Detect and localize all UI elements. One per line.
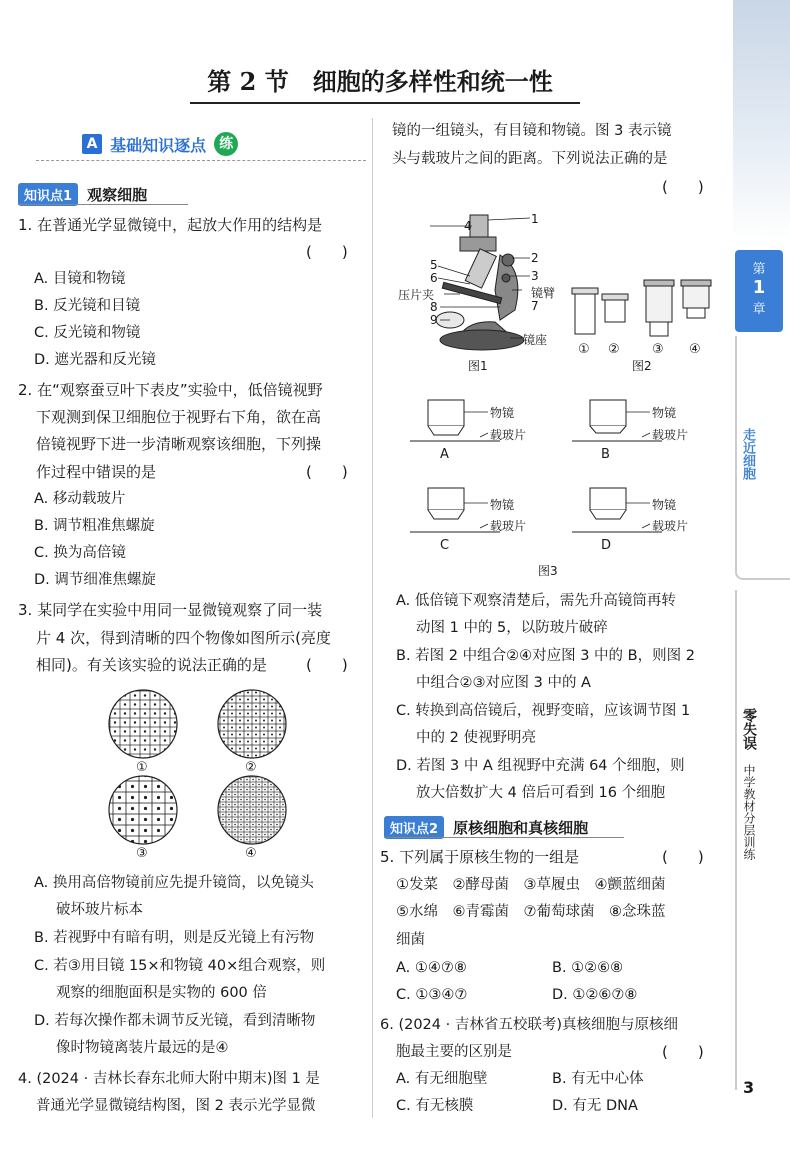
kp1-tag: 知识点1 — [18, 183, 78, 206]
view-4 — [218, 776, 286, 844]
q6-option-a: A. 有无细胞壁 — [396, 1071, 488, 1087]
fig3-slide-c: 载玻片 — [490, 519, 527, 533]
fig3-objective-a: 物镜 — [490, 406, 515, 420]
fig1-num-8: 8 — [430, 300, 438, 314]
q3-option-c-1: C. 若③用目镜 15×和物镜 40×组合观察，则 — [34, 958, 326, 974]
q5-line-3: 细菌 — [396, 932, 425, 948]
q4-option-a-2: 动图 1 中的 5，以防玻片破碎 — [416, 620, 608, 636]
fig2-num-1: ① — [578, 342, 590, 357]
q1-option-d: D. 遮光器和反光镜 — [34, 352, 156, 368]
q5-paren: ( ) — [662, 848, 704, 866]
fig3-objective-c: 物镜 — [490, 498, 515, 512]
q2-option-b: B. 调节粗准焦螺旋 — [34, 518, 155, 534]
fig1-num-5: 5 — [430, 258, 438, 272]
series-name: 中学教材分层训练 — [742, 764, 756, 860]
q3-label-3: ③ — [136, 846, 148, 861]
q5-line-2: ⑤水绵 ⑥青霉菌 ⑦葡萄球菌 ⑧念珠蓝 — [396, 904, 666, 920]
banner-text: 基础知识逐点 — [110, 135, 207, 155]
q4-option-c-2: 中的 2 使视野明亮 — [416, 730, 536, 746]
q4-line-2: 普通光学显微镜结构图，图 2 表示光学显微 — [36, 1098, 316, 1114]
q2-line-4: 作过程中错误的是 — [36, 463, 157, 481]
kp2-tag: 知识点2 — [384, 816, 444, 839]
fig2-caption: 图2 — [632, 359, 652, 373]
fig3-letter-a: A — [440, 447, 449, 462]
kp2-header — [384, 816, 588, 839]
page-number: 3 — [743, 1078, 755, 1097]
q4-option-d-1: D. 若图 3 中 A 组视野中充满 64 个细胞，则 — [396, 758, 685, 774]
fig1-num-3: 3 — [531, 269, 539, 283]
q3-option-b-1: B. 若视野中有暗有明，则是反光镜上有污物 — [34, 930, 315, 946]
chapter-tab-first: 第 — [752, 262, 766, 277]
fig3-letter-c: C — [440, 538, 450, 553]
fig3-caption: 图3 — [538, 564, 558, 578]
fig2-num-2: ② — [608, 342, 620, 357]
section-title: 第 2 节 细胞的多样性和统一性 — [207, 67, 553, 96]
fig1-num-2: 2 — [531, 251, 539, 265]
chapter-title: 走近细胞 — [740, 428, 755, 480]
q3-option-d-1: D. 若每次操作都未调节反光镜，看到清晰物 — [34, 1013, 316, 1029]
section-banner — [82, 132, 272, 158]
q3-option-a-2: 破坏玻片标本 — [56, 902, 143, 918]
kp2-underline — [384, 837, 624, 838]
fig3-slide-d: 载玻片 — [652, 519, 689, 533]
fig1-label-arm: 镜臂 — [531, 286, 556, 300]
q4-option-d-2: 放大倍数扩大 4 倍后可看到 16 个细胞 — [416, 785, 666, 801]
q6-line-2: 胞最主要的区别是 — [396, 1044, 512, 1060]
brand-name: 零失误 — [741, 708, 757, 750]
q2-line-3: 倍镜视野下进一步清晰观察该细胞，下列操 — [36, 435, 322, 453]
q4-line-3: 镜的一组镜头，有目镜和物镜。图 3 表示镜 — [392, 123, 672, 139]
q5-stem: 5. 下列属于原核生物的一组是 — [380, 848, 580, 866]
q3-line-1: 3. 某同学在实验中用同一显微镜观察了同一装 — [18, 601, 323, 619]
kp1-title: 观察细胞 — [87, 186, 148, 204]
q2-line-1: 2. 在“观察蚕豆叶下表皮”实验中，低倍镜视野 — [18, 381, 323, 399]
q3-label-4: ④ — [245, 846, 257, 861]
fig3-slide-b: 载玻片 — [652, 428, 689, 442]
fig1-label-base: 镜座 — [523, 333, 548, 347]
fig3-slide-a: 载玻片 — [490, 428, 527, 442]
q2-paren: ( ) — [306, 463, 348, 481]
fig3-objective-d: 物镜 — [652, 498, 677, 512]
fig1-num-9: 9 — [430, 313, 438, 327]
rail-top-decoration — [733, 0, 790, 240]
q5-option-d: D. ①②⑥⑦⑧ — [552, 987, 638, 1003]
q6-paren: ( ) — [662, 1043, 704, 1061]
banner-dashline — [36, 160, 366, 161]
chapter-tab-number: 1 — [752, 277, 766, 298]
fig1-num-4: 4 — [464, 219, 472, 233]
banner-badge: 练 — [214, 132, 238, 156]
q2-option-a: A. 移动载玻片 — [34, 491, 126, 507]
q1-option-b: B. 反光镜和目镜 — [34, 298, 141, 314]
q3-line-2: 片 4 次，得到清晰的四个物像如图所示(亮度 — [36, 629, 331, 647]
view-3 — [109, 776, 177, 844]
q5-option-b: B. ①②⑥⑧ — [552, 960, 624, 976]
q1-stem: 1. 在普通光学显微镜中，起放大作用的结构是 — [18, 216, 323, 234]
fig3-letter-d: D — [601, 538, 612, 553]
q6-option-d: D. 有无 DNA — [552, 1098, 638, 1114]
fig1-num-6: 6 — [430, 271, 438, 285]
fig2-num-3: ③ — [652, 342, 664, 357]
fig1-caption: 图1 — [468, 359, 488, 373]
kp2-title: 原核细胞和真核细胞 — [453, 819, 589, 837]
rail-line — [735, 590, 737, 1090]
view-1 — [109, 690, 177, 758]
fig2-num-4: ④ — [689, 342, 701, 357]
q4-option-b-1: B. 若图 2 中组合②④对应图 3 中的 B，则图 2 — [396, 648, 695, 664]
q5-option-c: C. ①③④⑦ — [396, 987, 468, 1003]
q1-option-c: C. 反光镜和物镜 — [34, 325, 141, 341]
q2-option-d: D. 调节细准焦螺旋 — [34, 572, 156, 588]
q4-option-a-1: A. 低倍镜下观察清楚后，需先升高镜筒再转 — [396, 593, 676, 609]
q5-option-a: A. ①④⑦⑧ — [396, 960, 467, 976]
q3-line-3: 相同)。有关该实验的说法正确的是 — [36, 656, 267, 674]
fig3-objective-b: 物镜 — [652, 406, 677, 420]
q6-option-b: B. 有无中心体 — [552, 1071, 644, 1087]
q3-paren: ( ) — [306, 656, 348, 674]
q3-option-d-2: 像时物镜离装片最远的是④ — [56, 1040, 229, 1056]
q4-option-b-2: 中组合②③对应图 3 中的 A — [416, 675, 591, 691]
title-underline — [190, 102, 580, 104]
q4-option-c-1: C. 转换到高倍镜后，视野变暗，应该调节图 1 — [396, 703, 691, 719]
column-divider — [372, 118, 373, 1118]
fig1-label-clip: 压片夹 — [398, 288, 435, 302]
q3-option-a-1: A. 换用高倍物镜前应先提升镜筒，以免镜头 — [34, 875, 314, 891]
kp1-header — [18, 183, 147, 206]
q2-option-c: C. 换为高倍镜 — [34, 545, 126, 561]
kp1-underline — [18, 204, 188, 205]
q2-line-2: 下观测到保卫细胞位于视野右下角，欲在高 — [36, 408, 322, 426]
chapter-tab-last: 章 — [752, 302, 766, 317]
fig1-num-1: 1 — [531, 212, 539, 226]
q1-option-a: A. 目镜和物镜 — [34, 271, 126, 287]
q4-line-4: 头与载玻片之间的距离。下列说法正确的是 — [392, 151, 668, 167]
q4-figure2-lenses — [570, 278, 720, 348]
side-rail — [733, 0, 790, 1163]
q5-line-1: ①发菜 ②酵母菌 ③草履虫 ④颤蓝细菌 — [396, 877, 666, 893]
chapter-tab — [735, 250, 783, 332]
q3-option-c-2: 观察的细胞面积是实物的 600 倍 — [56, 985, 267, 1001]
q4-line-1: 4. (2024 · 吉林长春东北师大附中期末)图 1 是 — [18, 1071, 320, 1087]
q3-label-1: ① — [136, 760, 148, 775]
q4-paren: ( ) — [662, 178, 704, 196]
fig1-num-7: 7 — [531, 299, 539, 313]
view-2 — [218, 690, 286, 758]
q1-paren: ( ) — [306, 243, 348, 261]
banner-letter: A — [82, 134, 102, 154]
q3-label-2: ② — [245, 760, 257, 775]
q6-option-c: C. 有无核膜 — [396, 1098, 474, 1114]
fig3-letter-b: B — [601, 447, 610, 462]
q6-line-1: 6. (2024 · 吉林省五校联考)真核细胞与原核细 — [380, 1017, 678, 1033]
q3-cell-views-figure — [100, 682, 310, 862]
